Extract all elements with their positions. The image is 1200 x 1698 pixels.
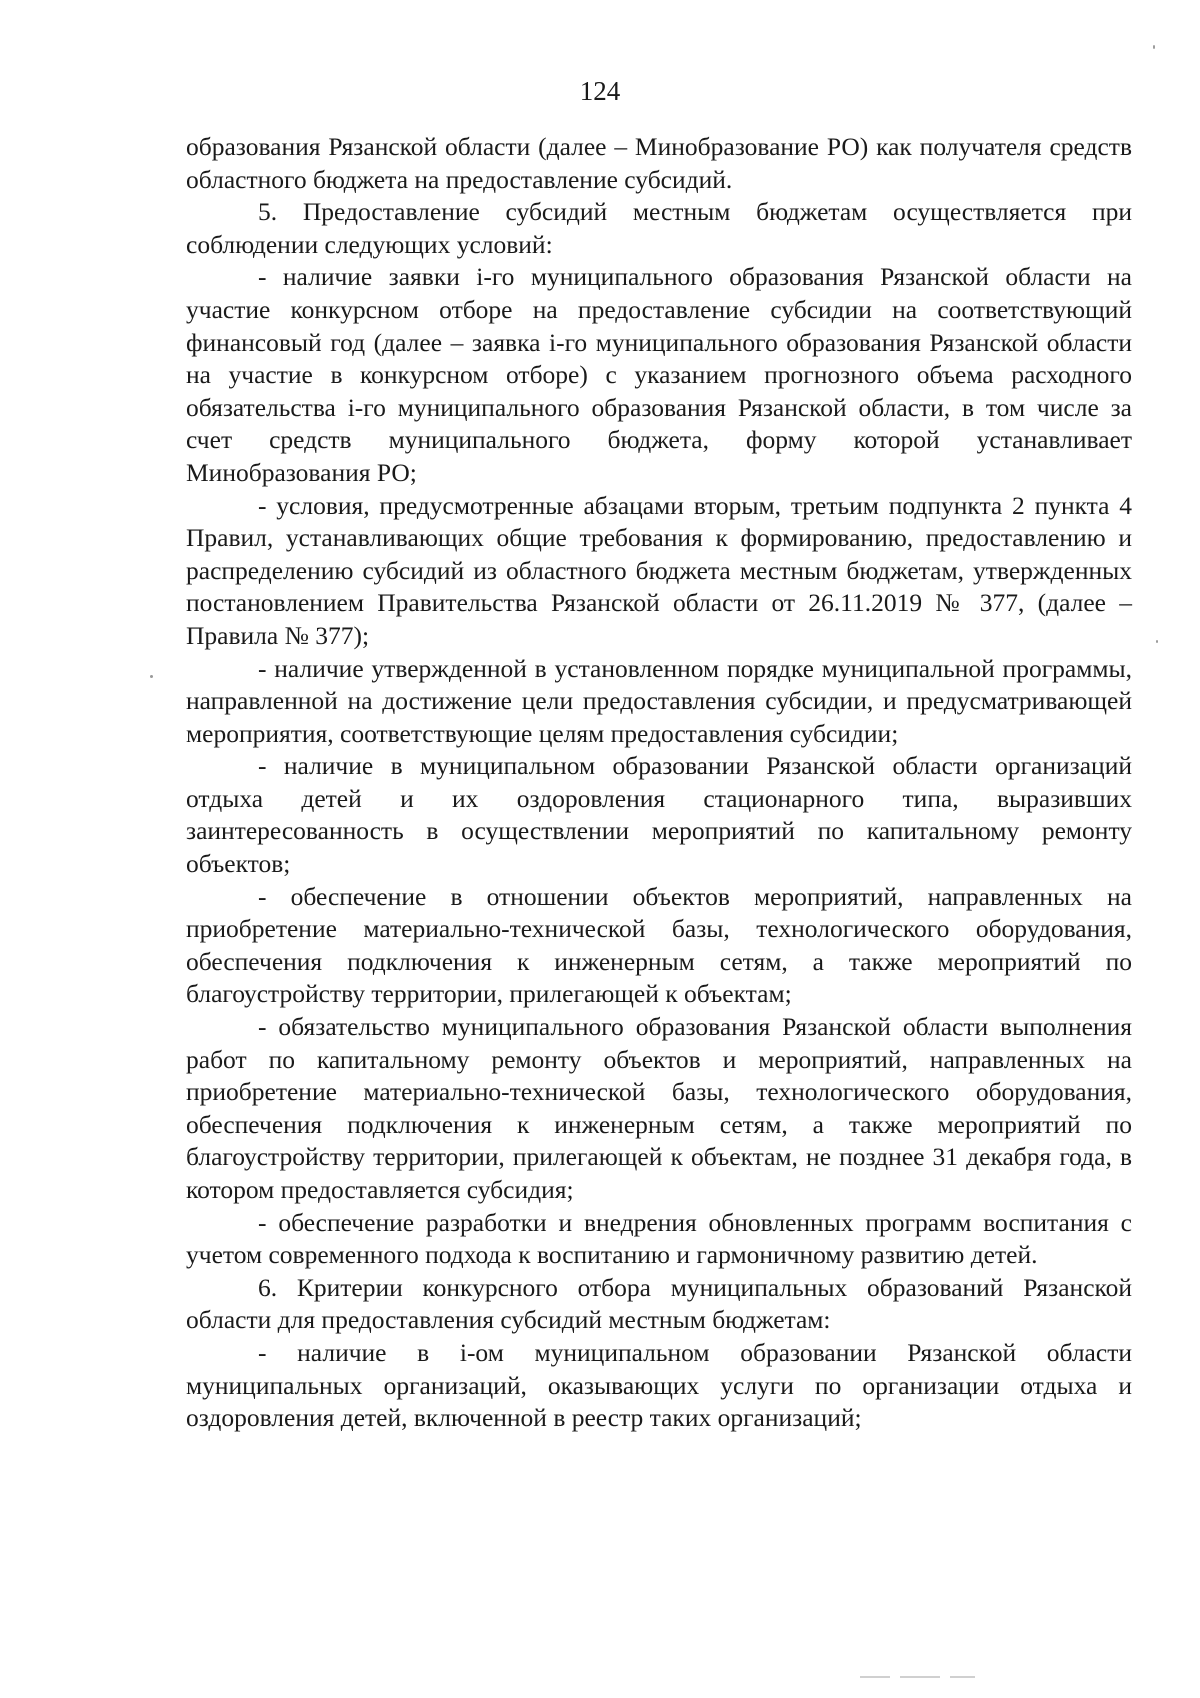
paragraph-condition-obligation: - обязательство муниципального образования Рязанской области выполнения работ по капитальному ремонту объектов и мероприятий, направленных на приобретение материально-технической базы, технологического оборудования, обеспечения подключения к инженерным сетям, а также мероприятий по благоустройству территории, прилегающей к объектам, не позднее 31 декабря года, в котором предоставляется субсидия;: [186, 1012, 1132, 1204]
paragraph-condition-education-programs: - обеспечение разработки и внедрения обновленных программ воспитания с учетом современного подхода к воспитанию и гармоничному развитию детей.: [186, 1207, 1132, 1270]
paragraph-condition-organizations: - наличие в муниципальном образовании Рязанской области организаций отдыха детей и их оздоровления стационарного типа, выразивших заинтересованность в осуществлении мероприятий по капитальному ремонту объектов;: [186, 751, 1132, 879]
scan-speck: [1153, 45, 1155, 49]
paragraph-criterion-organizations: - наличие в i-ом муниципальном образовании Рязанской области муниципальных организаций, оказывающих услуги по организации отдыха и оздоровления детей, включенной в реестр таких организаций;: [186, 1337, 1132, 1433]
scan-edge-mark: [860, 1676, 890, 1678]
paragraph-condition-equipment: - обеспечение в отношении объектов мероприятий, направленных на приобретение материально-технической базы, технологического оборудования, обеспечения подключения к инженерным сетям, а также мероприятий по благоустройству территории, прилегающей к объектам;: [186, 881, 1132, 1009]
paragraph-condition-application: - наличие заявки i-го муниципального образования Рязанской области на участие конкурсном отборе на предоставление субсидии на соответствующий финансовый год (далее – заявка i-го муниципального образования Рязанской области на участие в конкурсном отборе) с указанием прогнозного объема расходного обязательства i-го муниципального образования Рязанской области, в том числе за счет средств муниципального бюджета, форму которой устанавливает Минобразования РО;: [186, 262, 1132, 487]
paragraph-continuation: образования Рязанской области (далее – Минобразование РО) как получателя средств областного бюджета на предоставление субсидий.: [186, 132, 1132, 194]
paragraph-item-6: 6. Критерии конкурсного отбора муниципальных образований Рязанской области для предоставления субсидий местным бюджетам:: [186, 1272, 1132, 1335]
scan-edge-mark: [950, 1676, 975, 1678]
paragraph-item-5: 5. Предоставление субсидий местным бюджетам осуществляется при соблюдении следующих условий:: [186, 197, 1132, 259]
scan-speck: [150, 675, 153, 678]
document-body: [186, 131, 1132, 1435]
paragraph-condition-program: - наличие утвержденной в установленном порядке муниципальной программы, направленной на достижение цели предоставления субсидии, и предусматривающей мероприятия, соответствующие целям предоставления субсидии;: [186, 653, 1132, 748]
paragraph-condition-rules: - условия, предусмотренные абзацами вторым, третьим подпункта 2 пункта 4 Правил, устанавливающих общие требования к формированию, предоставлению и распределению субсидий из областного бюджета местным бюджетам, утвержденных постановлением Правительства Рязанской области от 26.11.2019 № 377, (далее – Правила № 377);: [186, 490, 1132, 650]
scan-edge-mark: [900, 1676, 940, 1678]
scan-speck: [1156, 640, 1158, 643]
page-number: 124: [579, 76, 621, 106]
